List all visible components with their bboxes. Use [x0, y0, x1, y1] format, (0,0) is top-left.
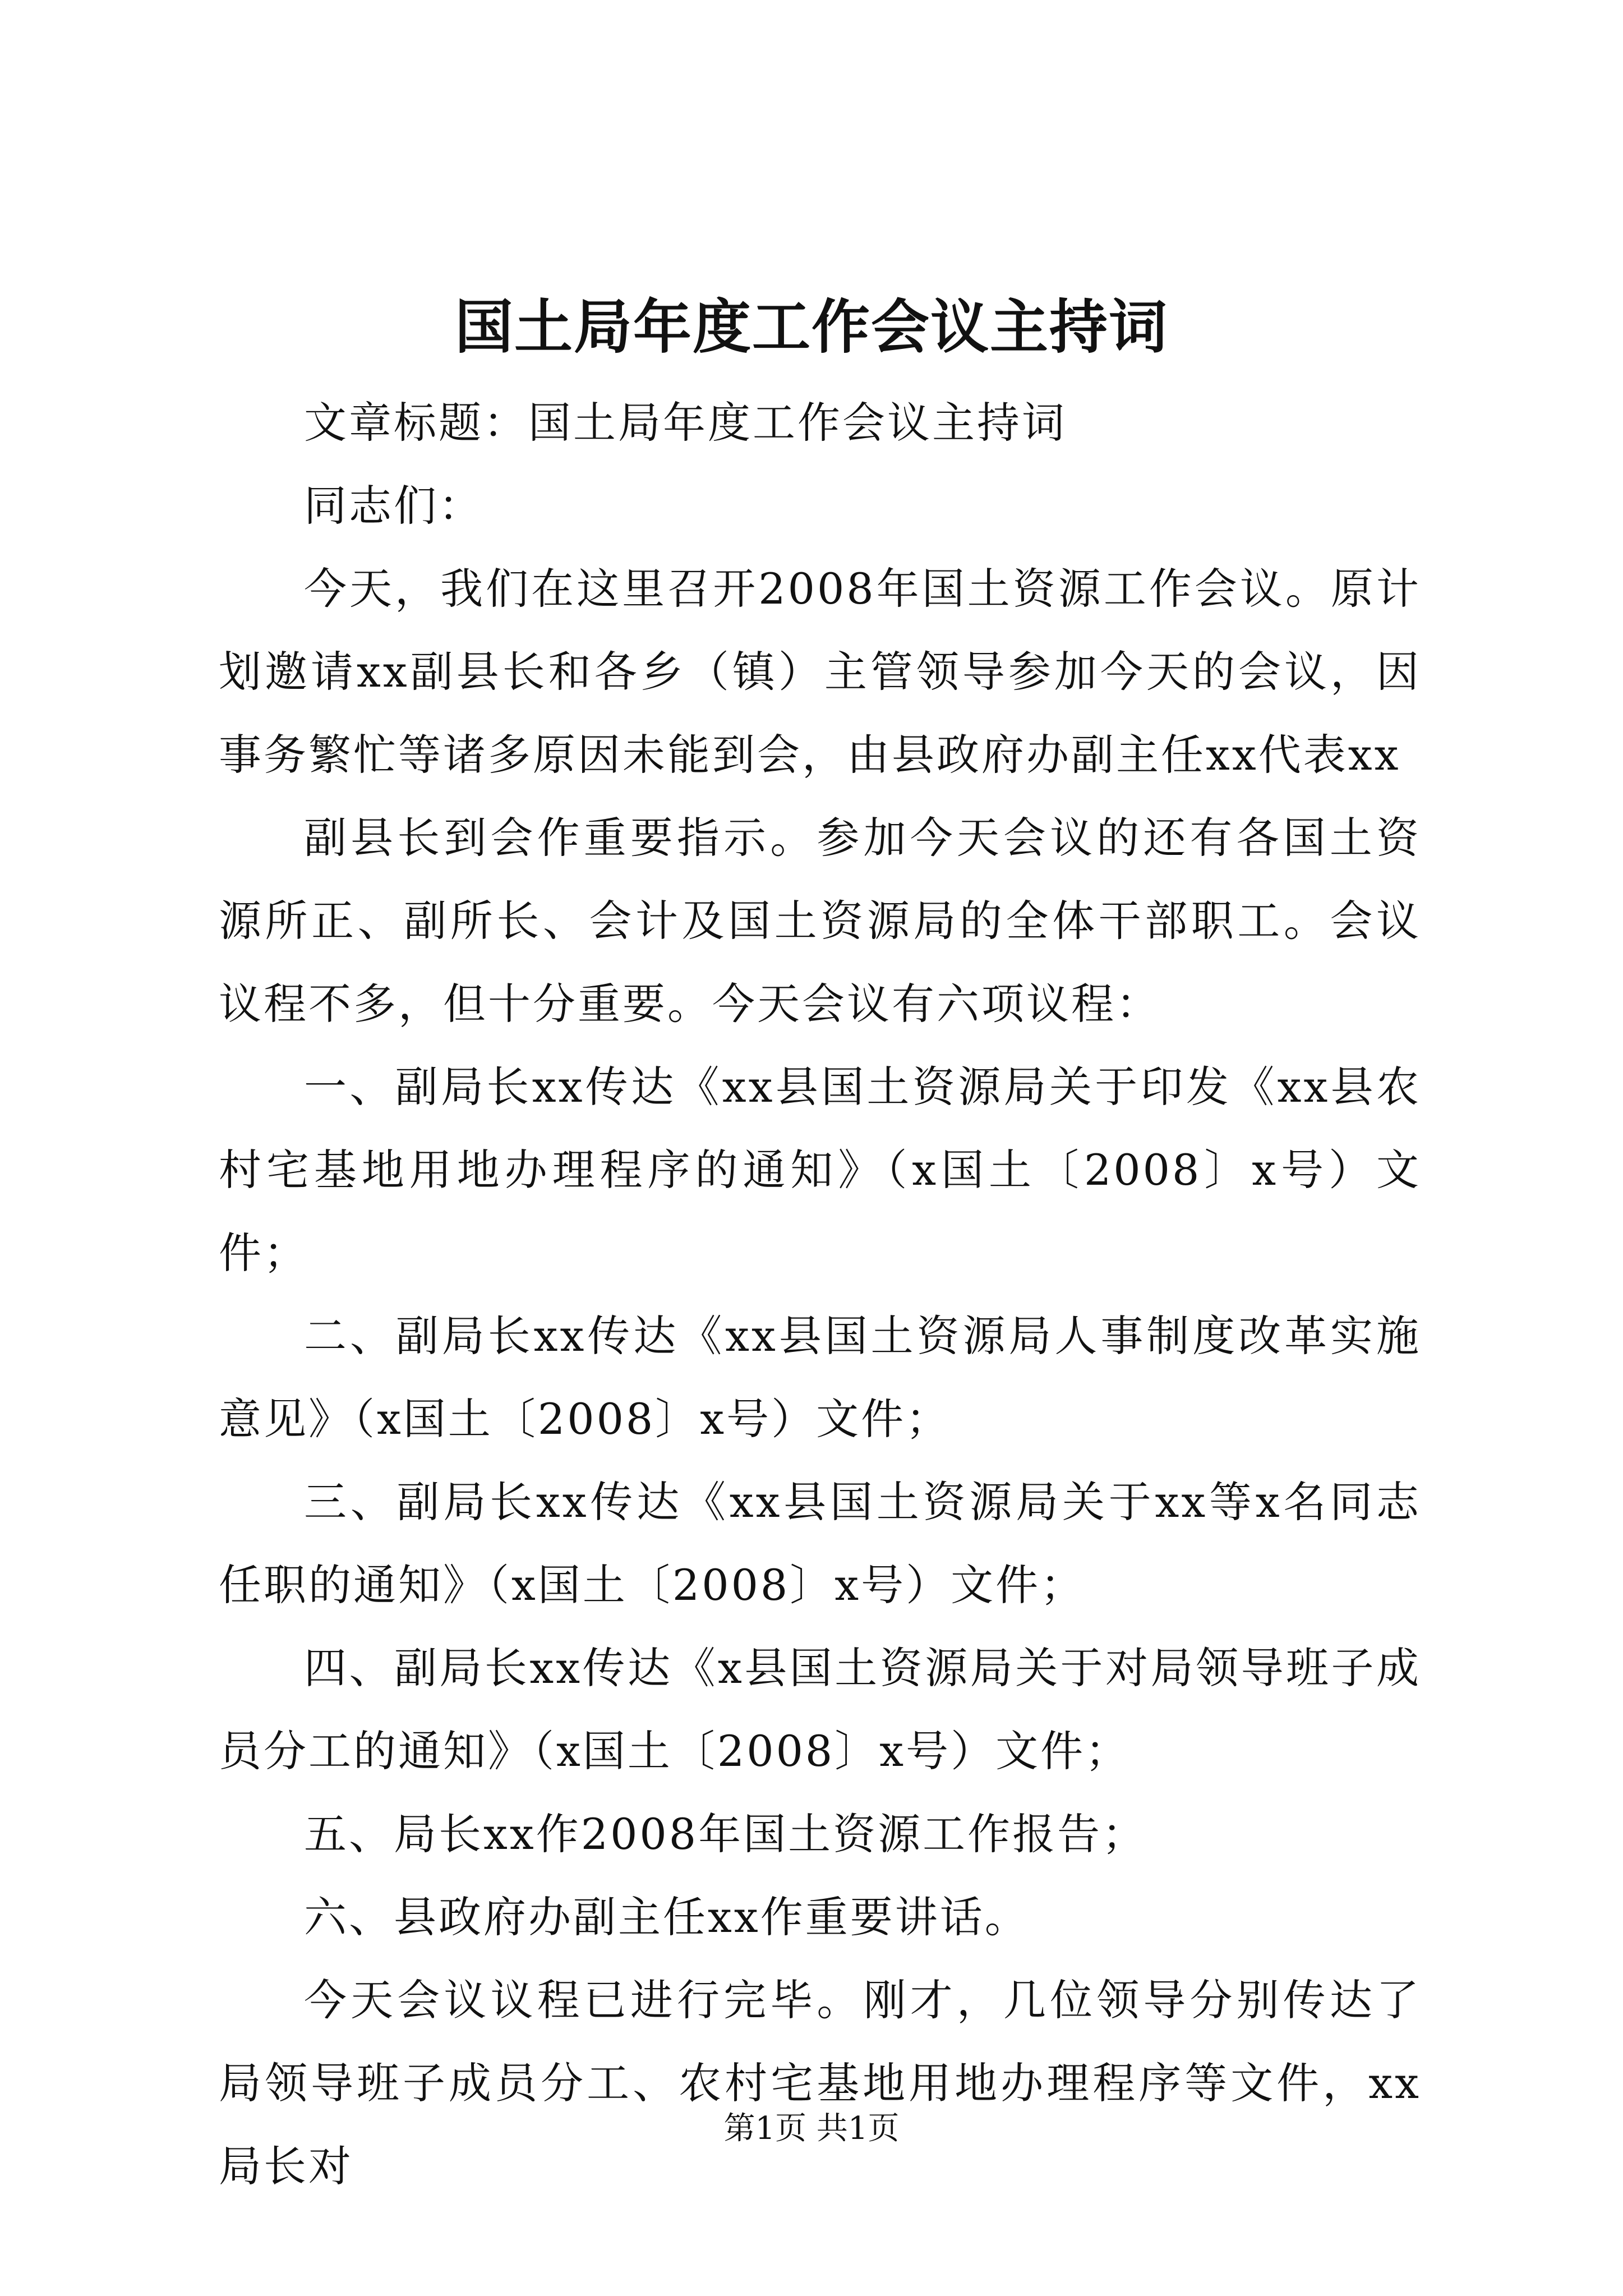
page-footer: 第1页 共1页	[723, 2110, 900, 2147]
paragraph-opening: 今天，我们在这里召开2008年国土资源工作会议。原计划邀请xx副县长和各乡（镇）主管领导参加今天的会议，因事务繁忙等诸多原因未能到会，由县政府办副主任xx代表xx	[219, 564, 1421, 780]
paragraph-agenda-item-5: 五、局长xx作2008年国土资源工作报告；	[304, 1809, 1147, 1859]
paragraph-closing: 今天会议议程已进行完毕。刚才，几位领导分别传达了局领导班子成员分工、农村宅基地用地办理程序等文件，xx局长对	[219, 1975, 1421, 2191]
document-body	[219, 381, 1421, 2208]
paragraph-agenda-item-2: 二、副局长xx传达《xx县国土资源局人事制度改革实施意见》（x国土〔2008〕x号）文件；	[219, 1311, 1421, 1444]
paragraph-agenda-item-6: 六、县政府办副主任xx作重要讲话。	[304, 1892, 1030, 1942]
paragraph-attendees: 副县长到会作重要指示。参加今天会议的还有各国土资源所正、副所长、会计及国土资源局的全体干部职工。会议议程不多，但十分重要。今天会议有六项议程：	[219, 813, 1421, 1029]
paragraph-agenda-item-1: 一、副局长xx传达《xx县国土资源局关于印发《xx县农村宅基地用地办理程序的通知》（x国土〔2008〕x号）文件；	[219, 1062, 1421, 1278]
document-title: 国土局年度工作会议主持词	[454, 292, 1168, 361]
paragraph-agenda-item-3: 三、副局长xx传达《xx县国土资源局关于xx等x名同志任职的通知》（x国土〔2008〕x号）文件；	[219, 1477, 1421, 1610]
paragraph-agenda-item-4: 四、副局长xx传达《x县国土资源局关于对局领导班子成员分工的通知》（x国土〔2008〕x号）文件；	[219, 1643, 1421, 1776]
paragraph-article-title: 文章标题：国土局年度工作会议主持词	[304, 398, 1067, 448]
paragraph-salutation: 同志们：	[304, 481, 483, 531]
